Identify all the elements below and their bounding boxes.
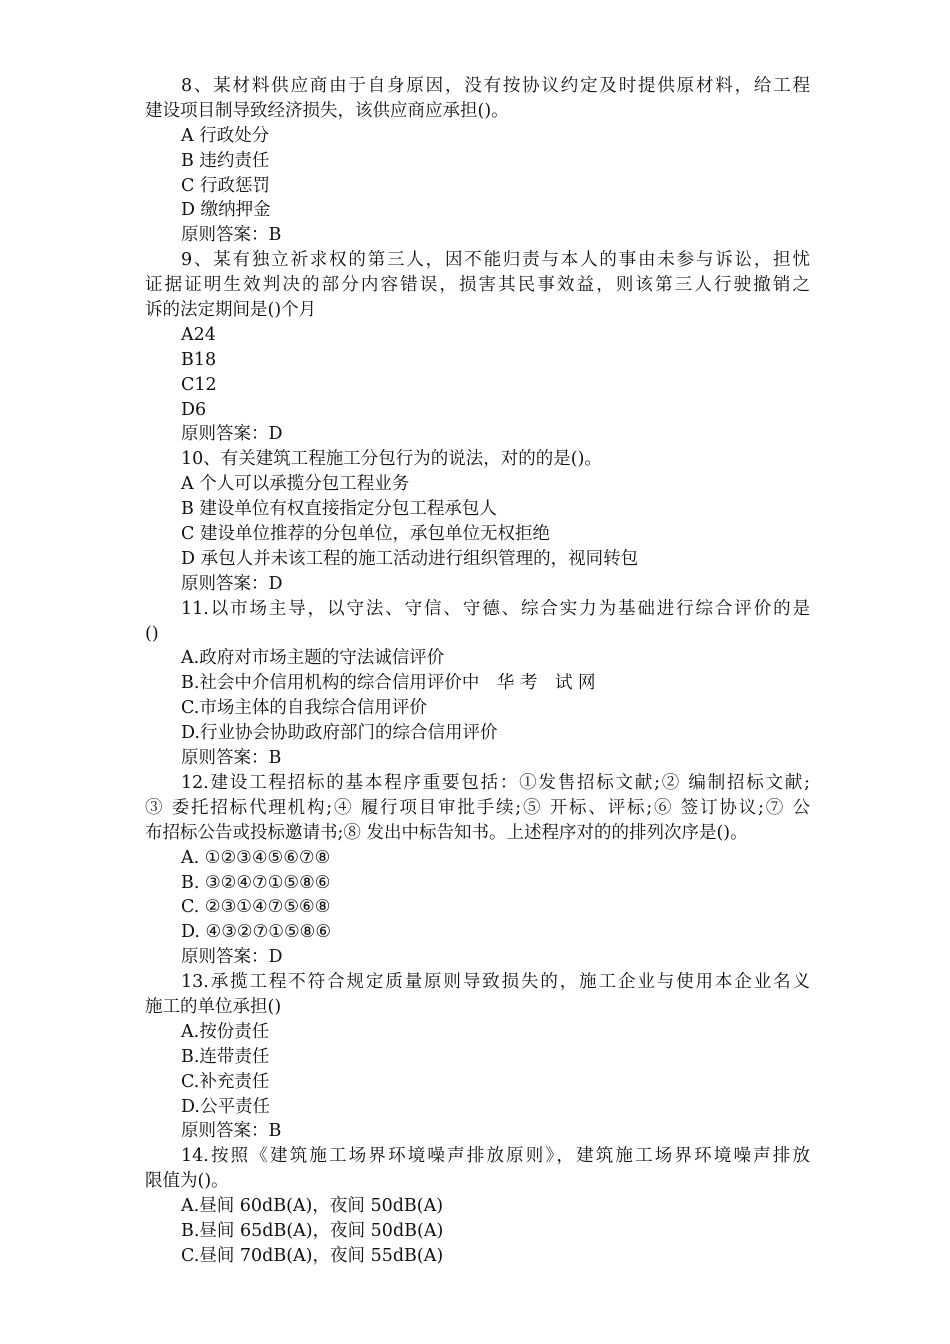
question-text-continued: 施工的单位承担(): [145, 996, 282, 1017]
question-text-continued: 诉的法定期间是()个月: [145, 300, 317, 321]
question-block: [145, 74, 810, 248]
answer-option: B.社会中介信用机构的综合信用评价中 华 考 试 网: [181, 673, 596, 694]
question-text: 11.以市场主导，以守法、守信、守德、综合实力为基础进行综合评价的是: [181, 598, 810, 619]
answer-option: C 建设单位推荐的分包单位，承包单位无权拒绝: [181, 524, 550, 545]
answer-option: D. ④③②⑦①⑤⑧⑥: [181, 922, 332, 943]
standard-answer: 原则答案：D: [181, 424, 283, 445]
question-block: [145, 970, 810, 1144]
question-text: 12.建设工程招标的基本程序重要包括：①发售招标文献;② 编制招标文献;: [181, 772, 810, 793]
answer-option: C. ②③①④⑦⑤⑥⑧: [181, 897, 331, 918]
answer-option: A 个人可以承揽分包工程业务: [181, 474, 410, 495]
answer-option: D.行业协会协助政府部门的综合信用评价: [181, 723, 498, 744]
answer-option: D.公平责任: [181, 1096, 270, 1117]
answer-option: B. ③②④⑦①⑤⑧⑥: [181, 872, 331, 893]
question-text: 8、某材料供应商由于自身原因，没有按协议约定及时提供原材料，给工程: [181, 76, 810, 96]
answer-option: A.政府对市场主题的守法诚信评价: [181, 648, 445, 669]
answer-option: A. ①②③④⑤⑥⑦⑧: [181, 847, 331, 868]
question-block: [145, 248, 810, 447]
answer-option: D 缴纳押金: [181, 200, 271, 221]
answer-option: B.昼间 65dB(A)，夜间 50dB(A): [181, 1220, 444, 1241]
answer-option: C.市场主体的自我综合信用评价: [181, 698, 427, 719]
question-text-continued: 证据证明生效判决的部分内容错误，损害其民事效益，则该第三人行驶撤销之: [145, 275, 810, 296]
answer-option: C 行政惩罚: [181, 175, 270, 196]
standard-answer: 原则答案：B: [181, 1121, 282, 1142]
question-block: [145, 597, 810, 771]
answer-option: A.昼间 60dB(A)，夜间 50dB(A): [181, 1196, 444, 1217]
document-body: [145, 74, 810, 1269]
question-text-continued: 限值为()。: [145, 1171, 229, 1192]
answer-option: B 建设单位有权直接指定分包工程承包人: [181, 499, 497, 520]
answer-option: C.补充责任: [181, 1071, 270, 1092]
question-text: 13.承揽工程不符合规定质量原则导致损失的，施工企业与使用本企业名义: [181, 972, 810, 993]
answer-option: B 违约责任: [181, 150, 270, 171]
question-block: [145, 447, 810, 596]
standard-answer: 原则答案：B: [181, 225, 282, 246]
answer-option: C12: [181, 374, 217, 395]
answer-option: B18: [181, 349, 217, 370]
question-text-continued: 布招标公告或投标邀请书;⑧ 发出中标告知书。上述程序对的的排列次序是()。: [145, 822, 748, 843]
answer-option: A24: [181, 324, 216, 345]
standard-answer: 原则答案：D: [181, 573, 283, 594]
standard-answer: 原则答案：B: [181, 748, 282, 769]
answer-option: D6: [181, 399, 207, 420]
question-text: 9、某有独立祈求权的第三人，因不能归责与本人的事由未参与诉讼，担忧: [181, 250, 810, 271]
answer-option: B.连带责任: [181, 1046, 270, 1067]
answer-option: A 行政处分: [181, 125, 270, 146]
answer-option: A.按份责任: [181, 1021, 270, 1042]
question-text-continued: (): [145, 623, 159, 644]
question-block: [145, 1144, 810, 1268]
answer-option: C.昼间 70dB(A)，夜间 55dB(A): [181, 1245, 444, 1266]
question-text: 10、有关建筑工程施工分包行为的说法，对的的是()。: [181, 449, 602, 470]
answer-option: D 承包人并未该工程的施工活动进行组织管理的，视同转包: [181, 548, 639, 569]
question-text-continued: 建设项目制导致经济损失，该供应商应承担()。: [145, 100, 509, 121]
question-text: 14.按照《建筑施工场界环境噪声排放原则》，建筑施工场界环境噪声排放: [181, 1146, 810, 1167]
question-text-continued: ③ 委托招标代理机构;④ 履行项目审批手续;⑤ 开标、评标;⑥ 签订协议;⑦ 公: [145, 797, 810, 818]
question-block: [145, 771, 810, 970]
standard-answer: 原则答案：D: [181, 947, 283, 968]
